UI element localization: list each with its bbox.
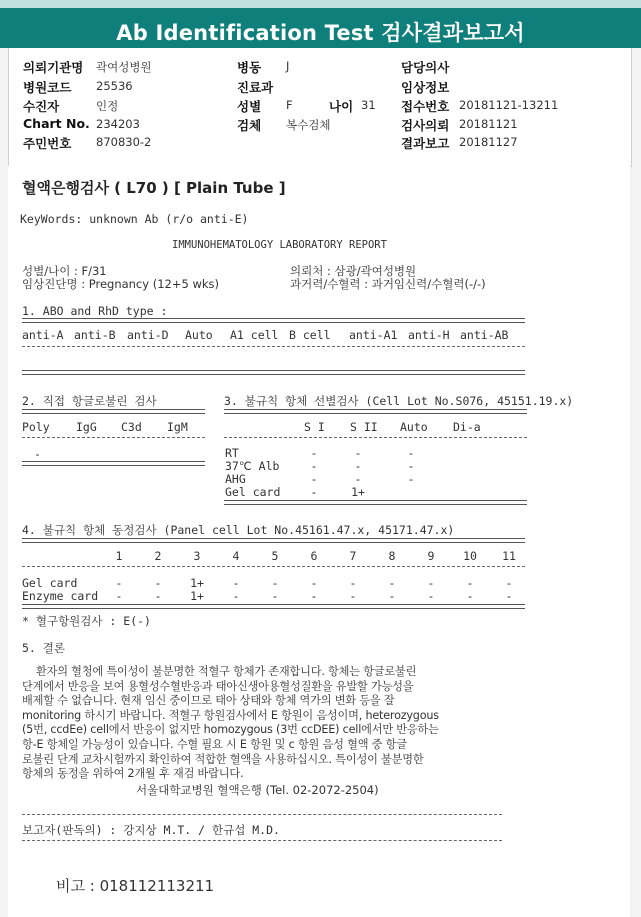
panel-cell: 1+ (190, 576, 204, 590)
section-1-title: 1. ABO and RhD type : (22, 304, 168, 318)
conclusion-line: (5번, ccdEe) cell에서 반응이 없지만 homozygous (3번 ccDEE) cell에서만 반응하는 (22, 723, 439, 737)
panel-row-label: Enzyme card (22, 589, 99, 603)
antigen-note: * 혈구항원검사 : E(-) (22, 614, 151, 628)
conclusion-line: 환자의 혈청에 특이성이 불분명한 적혈구 항체가 존재합니다. 항체는 항글로불린 (36, 665, 417, 678)
label-clinical: 임상정보 (401, 80, 450, 95)
panel-cell: - (466, 589, 474, 603)
label-receiver: 수진자 (23, 99, 60, 114)
label-chart: Chart No. (23, 116, 90, 131)
panel-cell: - (310, 576, 318, 590)
abo-col-anti-a: anti-A (22, 328, 64, 342)
panel-cell: - (349, 576, 357, 590)
screen-cell: - (354, 446, 362, 460)
note: 비고 : 018112113211 (56, 877, 215, 895)
section-3-title: 3. 불규칙 항체 선별검사 (Cell Lot No.S076, 45151.19.x) (224, 394, 574, 408)
conclusion-line: monitoring 하시기 바랍니다. 적혈구 항원검사에서 E 항원이 음성이며, heterozygous (22, 708, 439, 722)
screen-cell: - (354, 472, 362, 486)
dat-col-igm: IgM (167, 420, 188, 434)
panel-cell: - (427, 576, 435, 590)
abo-col-anti-a1: anti-A1 (349, 328, 398, 342)
dat-col-igg: IgG (76, 420, 97, 434)
title-bar (0, 0, 641, 48)
screen-col-sii: S II (350, 420, 378, 434)
value-ward: J (286, 59, 290, 73)
panel-col: 5 (271, 549, 279, 563)
panel-cell: - (505, 589, 513, 603)
panel-cell: 1+ (190, 589, 204, 603)
label-report-date: 결과보고 (401, 136, 450, 151)
rule (224, 409, 527, 414)
panel-col: 1 (115, 549, 123, 563)
rule (224, 500, 527, 505)
panel-col: 9 (427, 549, 435, 563)
rule (22, 370, 525, 375)
rule (22, 318, 525, 323)
keywords: KeyWords: unknown Ab (r/o anti-E) (20, 212, 249, 226)
value-code: 25536 (96, 79, 133, 93)
label-req-date: 검사의뢰 (401, 118, 450, 133)
page-title: Ab Identification Test 검사결과보고서 (116, 21, 525, 45)
panel-cell: - (232, 589, 240, 603)
clinical-diagnosis: 임상진단명 : Pregnancy (12+5 wks) (22, 277, 219, 291)
screen-row-label: 37℃ Alb (225, 459, 280, 473)
panel-col: 10 (463, 549, 477, 563)
rule (22, 566, 525, 567)
panel-cell: - (349, 589, 357, 603)
institution: 서울대학교병원 혈액은행 (Tel. 02-2072-2504) (136, 783, 379, 797)
panel-cell: - (505, 576, 513, 590)
label-sex: 성별 (237, 99, 262, 114)
panel-cell: - (271, 576, 279, 590)
value-chart: 234203 (96, 117, 140, 131)
conclusion-line: 항체의 동정을 위하여 2개월 후 재검 바랍니다. (22, 767, 244, 781)
panel-col: 11 (502, 549, 516, 563)
panel-cell: - (154, 589, 162, 603)
panel-cell: - (232, 576, 240, 590)
abo-col-anti-b: anti-B (74, 328, 116, 342)
abo-col-a1-cell: A1 cell (230, 328, 279, 342)
abo-col-anti-ab: anti-AB (460, 328, 509, 342)
rule (22, 604, 525, 609)
value-specimen: 복수검체 (286, 118, 331, 132)
screen-row-label: Gel card (225, 485, 281, 499)
rule (22, 346, 525, 347)
screen-row-label: RT (225, 446, 239, 460)
history: 과거력/수혈력 : 과거임신력/수혈력(-/-) (290, 277, 486, 291)
panel-cell: - (310, 589, 318, 603)
panel-col: 3 (193, 549, 201, 563)
rule (22, 840, 502, 841)
label-accession: 접수번호 (401, 99, 450, 114)
panel-cell: - (271, 589, 279, 603)
panel-cell: - (466, 576, 474, 590)
panel-col: 7 (349, 549, 357, 563)
abo-col-auto: Auto (185, 328, 213, 342)
section-2-title: 2. 직접 항글로불린 검사 (22, 394, 157, 408)
value-hospital: 곽여성병원 (96, 60, 152, 74)
value-req-date: 20181121 (459, 117, 518, 131)
dat-value: - (34, 447, 41, 461)
screen-cell: - (354, 459, 362, 473)
abo-col-anti-d: anti-D (127, 328, 169, 342)
report-heading: 혈액은행검사 ( L70 ) [ Plain Tube ] (22, 179, 286, 197)
dat-col-poly: Poly (22, 420, 50, 434)
panel-cell: - (388, 589, 396, 603)
rule (22, 409, 205, 414)
sex-age: 성별/나이 : F/31 (22, 264, 107, 278)
screen-cell: - (407, 459, 415, 473)
conclusion-line: 로불린 단계 교차시험까지 확인하여 적합한 혈액을 사용하십시오. 특이성이 불분명한 (22, 752, 424, 766)
panel-cell: - (115, 589, 123, 603)
panel-cell: - (427, 589, 435, 603)
rule (22, 814, 502, 815)
section-5-title: 5. 결론 (22, 641, 65, 655)
screen-cell: 1+ (351, 485, 365, 499)
value-age: 31 (361, 98, 376, 112)
label-ward: 병동 (237, 60, 262, 75)
value-accession: 20181121-13211 (459, 98, 559, 112)
value-receiver: 인정 (96, 99, 119, 113)
screen-cell: - (310, 472, 318, 486)
screen-cell: - (310, 485, 318, 499)
screen-col-dia: Di-a (453, 420, 481, 434)
conclusion-line: 배제할 수 없습니다. 현재 임신 중이므로 태아 상태와 항체 역가의 변화 등을 잘 (22, 694, 395, 708)
label-hospital: 의뢰기관명 (23, 60, 84, 75)
rule (224, 437, 527, 438)
value-report-date: 20181127 (459, 135, 518, 149)
label-specimen: 검체 (237, 118, 262, 133)
panel-col: 8 (388, 549, 396, 563)
screen-col-auto: Auto (400, 420, 428, 434)
label-doctor: 담당의사 (401, 60, 450, 75)
screen-cell: - (407, 446, 415, 460)
conclusion-paragraph (22, 665, 562, 782)
reporter: 보고자(판독의) : 강지상 M.T. / 한규섭 M.D. (22, 823, 280, 837)
rule (22, 461, 205, 466)
label-rrn: 주민번호 (23, 136, 72, 151)
label-age: 나이 (329, 99, 354, 114)
screen-cell: - (310, 446, 318, 460)
screen-cell: - (310, 459, 318, 473)
value-sex: F (286, 98, 293, 112)
rule (22, 437, 205, 438)
label-code: 병원코드 (23, 80, 72, 95)
panel-row-label: Gel card (22, 576, 78, 590)
requester: 의뢰처 : 삼광/곽여성병원 (290, 264, 417, 278)
abo-col-anti-h: anti-H (408, 328, 450, 342)
panel-cell: - (388, 576, 396, 590)
panel-cell: - (154, 576, 162, 590)
conclusion-line: 단계에서 반응을 보여 용혈성수혈반응과 태아신생아용혈성질환을 유발할 가능성을 (22, 679, 414, 693)
abo-col-b-cell: B cell (289, 328, 331, 342)
section-4-title: 4. 불규칙 항체 동정검사 (Panel cell Lot No.45161.47.x, 45171.47.x) (22, 523, 455, 537)
panel-cell: - (115, 576, 123, 590)
panel-col: 4 (232, 549, 240, 563)
lab-title: IMMUNOHEMATOLOGY LABORATORY REPORT (172, 239, 387, 251)
screen-cell: - (407, 472, 415, 486)
value-rrn: 870830-2 (96, 135, 152, 149)
screen-row-label: AHG (225, 472, 246, 486)
panel-col: 2 (154, 549, 162, 563)
label-dept: 진료과 (237, 80, 274, 95)
screen-col-si: S I (304, 420, 325, 434)
conclusion-line: 항-E 항체일 가능성이 있습니다. 수혈 필요 시 E 항원 및 c 항원 음성 혈액 중 항글 (22, 737, 407, 751)
rule (22, 538, 525, 543)
panel-col: 6 (310, 549, 318, 563)
dat-col-c3d: C3d (121, 420, 142, 434)
patient-info-header (8, 48, 632, 167)
